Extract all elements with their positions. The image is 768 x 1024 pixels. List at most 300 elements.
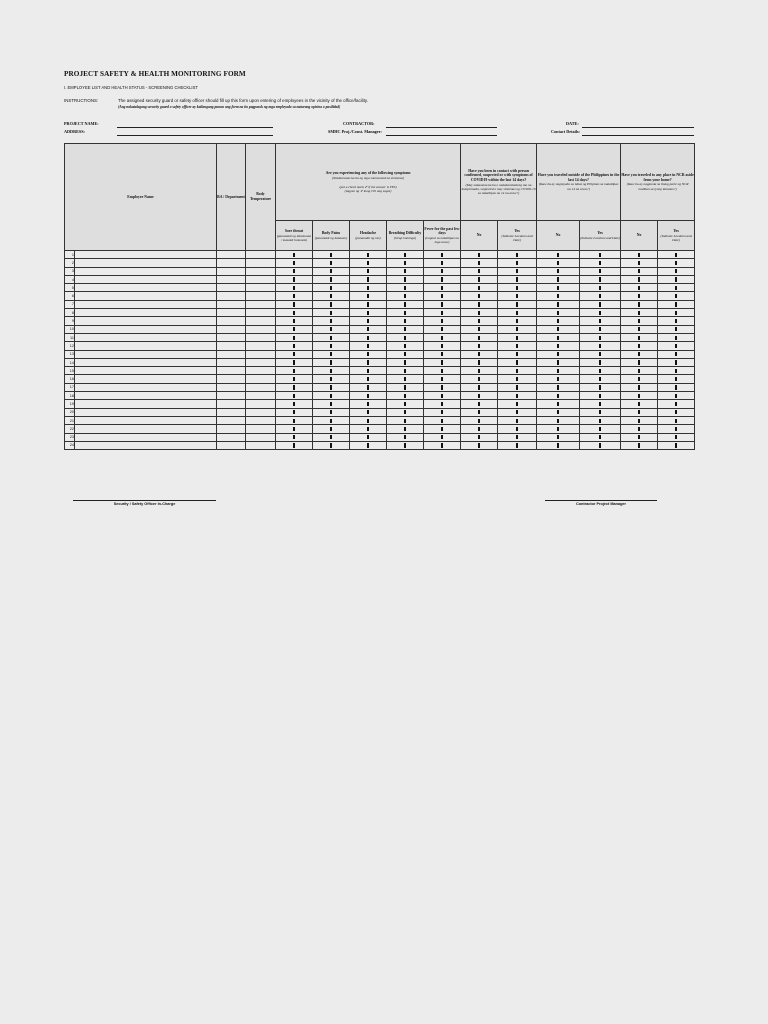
- contact-yes-checkbox[interactable]: [516, 352, 518, 356]
- headache-checkbox[interactable]: [367, 294, 369, 298]
- travel-ph-no-checkbox[interactable]: [557, 344, 559, 348]
- contact-yes-checkbox[interactable]: [516, 253, 518, 257]
- travel-ph-no-checkbox[interactable]: [557, 311, 559, 315]
- body-temperature-cell[interactable]: [246, 433, 276, 441]
- ba-department-cell[interactable]: [217, 325, 246, 333]
- contact-yes-checkbox[interactable]: [516, 435, 518, 439]
- travel-ncr-no-checkbox[interactable]: [638, 394, 640, 398]
- breathing-checkbox[interactable]: [404, 261, 406, 265]
- contractor-field[interactable]: [386, 127, 497, 128]
- ba-department-cell[interactable]: [217, 425, 246, 433]
- body-temperature-cell[interactable]: [246, 333, 276, 341]
- travel-ph-no-checkbox[interactable]: [557, 294, 559, 298]
- body-temperature-cell[interactable]: [246, 408, 276, 416]
- travel-ncr-yes-checkbox[interactable]: [675, 311, 677, 315]
- travel-ph-no-checkbox[interactable]: [557, 427, 559, 431]
- contact-yes-checkbox[interactable]: [516, 269, 518, 273]
- employee-name-cell[interactable]: [75, 251, 217, 259]
- sore-throat-checkbox[interactable]: [293, 253, 295, 257]
- fever-checkbox[interactable]: [441, 369, 443, 373]
- sore-throat-checkbox[interactable]: [293, 269, 295, 273]
- contact-no-checkbox[interactable]: [478, 369, 480, 373]
- contact-no-checkbox[interactable]: [478, 385, 480, 389]
- body-temperature-cell[interactable]: [246, 292, 276, 300]
- travel-ncr-no-checkbox[interactable]: [638, 385, 640, 389]
- travel-ncr-yes-checkbox[interactable]: [675, 336, 677, 340]
- body-temperature-cell[interactable]: [246, 358, 276, 366]
- breathing-checkbox[interactable]: [404, 269, 406, 273]
- contact-yes-checkbox[interactable]: [516, 394, 518, 398]
- ba-department-cell[interactable]: [217, 375, 246, 383]
- travel-ph-yes-checkbox[interactable]: [599, 419, 601, 423]
- body-pains-checkbox[interactable]: [330, 385, 332, 389]
- body-temperature-cell[interactable]: [246, 251, 276, 259]
- body-pains-checkbox[interactable]: [330, 294, 332, 298]
- travel-ncr-yes-checkbox[interactable]: [675, 294, 677, 298]
- travel-ncr-yes-checkbox[interactable]: [675, 419, 677, 423]
- fever-checkbox[interactable]: [441, 294, 443, 298]
- body-temperature-cell[interactable]: [246, 350, 276, 358]
- date-field[interactable]: [582, 127, 694, 128]
- ba-department-cell[interactable]: [217, 300, 246, 308]
- fever-checkbox[interactable]: [441, 435, 443, 439]
- contact-yes-checkbox[interactable]: [516, 377, 518, 381]
- sore-throat-checkbox[interactable]: [293, 385, 295, 389]
- headache-checkbox[interactable]: [367, 377, 369, 381]
- sore-throat-checkbox[interactable]: [293, 435, 295, 439]
- contact-no-checkbox[interactable]: [478, 419, 480, 423]
- travel-ph-yes-checkbox[interactable]: [599, 269, 601, 273]
- travel-ncr-yes-checkbox[interactable]: [675, 443, 677, 447]
- body-temperature-cell[interactable]: [246, 367, 276, 375]
- travel-ph-yes-checkbox[interactable]: [599, 261, 601, 265]
- contact-yes-checkbox[interactable]: [516, 419, 518, 423]
- headache-checkbox[interactable]: [367, 410, 369, 414]
- travel-ncr-yes-checkbox[interactable]: [675, 410, 677, 414]
- travel-ph-yes-checkbox[interactable]: [599, 286, 601, 290]
- body-pains-checkbox[interactable]: [330, 253, 332, 257]
- body-pains-checkbox[interactable]: [330, 327, 332, 331]
- body-temperature-cell[interactable]: [246, 325, 276, 333]
- employee-name-cell[interactable]: [75, 367, 217, 375]
- fever-checkbox[interactable]: [441, 336, 443, 340]
- breathing-checkbox[interactable]: [404, 369, 406, 373]
- travel-ph-no-checkbox[interactable]: [557, 261, 559, 265]
- breathing-checkbox[interactable]: [404, 302, 406, 306]
- travel-ph-yes-checkbox[interactable]: [599, 352, 601, 356]
- headache-checkbox[interactable]: [367, 394, 369, 398]
- travel-ph-no-checkbox[interactable]: [557, 435, 559, 439]
- contact-yes-checkbox[interactable]: [516, 369, 518, 373]
- travel-ncr-yes-checkbox[interactable]: [675, 302, 677, 306]
- employee-name-cell[interactable]: [75, 375, 217, 383]
- body-temperature-cell[interactable]: [246, 300, 276, 308]
- body-pains-checkbox[interactable]: [330, 302, 332, 306]
- breathing-checkbox[interactable]: [404, 435, 406, 439]
- travel-ph-no-checkbox[interactable]: [557, 360, 559, 364]
- breathing-checkbox[interactable]: [404, 294, 406, 298]
- headache-checkbox[interactable]: [367, 427, 369, 431]
- security-signature-line[interactable]: [73, 500, 216, 501]
- sore-throat-checkbox[interactable]: [293, 394, 295, 398]
- employee-name-cell[interactable]: [75, 284, 217, 292]
- contact-yes-checkbox[interactable]: [516, 261, 518, 265]
- body-pains-checkbox[interactable]: [330, 410, 332, 414]
- travel-ph-no-checkbox[interactable]: [557, 302, 559, 306]
- breathing-checkbox[interactable]: [404, 385, 406, 389]
- fever-checkbox[interactable]: [441, 410, 443, 414]
- fever-checkbox[interactable]: [441, 443, 443, 447]
- travel-ncr-yes-checkbox[interactable]: [675, 344, 677, 348]
- fever-checkbox[interactable]: [441, 385, 443, 389]
- employee-name-cell[interactable]: [75, 259, 217, 267]
- travel-ph-yes-checkbox[interactable]: [599, 360, 601, 364]
- sore-throat-checkbox[interactable]: [293, 302, 295, 306]
- contact-no-checkbox[interactable]: [478, 427, 480, 431]
- travel-ncr-no-checkbox[interactable]: [638, 369, 640, 373]
- fever-checkbox[interactable]: [441, 394, 443, 398]
- contact-yes-checkbox[interactable]: [516, 402, 518, 406]
- travel-ph-no-checkbox[interactable]: [557, 336, 559, 340]
- employee-name-cell[interactable]: [75, 325, 217, 333]
- body-temperature-cell[interactable]: [246, 383, 276, 391]
- body-pains-checkbox[interactable]: [330, 435, 332, 439]
- sore-throat-checkbox[interactable]: [293, 369, 295, 373]
- travel-ph-yes-checkbox[interactable]: [599, 302, 601, 306]
- body-temperature-cell[interactable]: [246, 441, 276, 449]
- contact-yes-checkbox[interactable]: [516, 327, 518, 331]
- fever-checkbox[interactable]: [441, 269, 443, 273]
- body-pains-checkbox[interactable]: [330, 443, 332, 447]
- travel-ncr-yes-checkbox[interactable]: [675, 360, 677, 364]
- travel-ph-no-checkbox[interactable]: [557, 410, 559, 414]
- body-pains-checkbox[interactable]: [330, 319, 332, 323]
- employee-name-cell[interactable]: [75, 400, 217, 408]
- travel-ncr-no-checkbox[interactable]: [638, 410, 640, 414]
- contact-yes-checkbox[interactable]: [516, 319, 518, 323]
- travel-ph-no-checkbox[interactable]: [557, 352, 559, 356]
- travel-ncr-no-checkbox[interactable]: [638, 336, 640, 340]
- sore-throat-checkbox[interactable]: [293, 286, 295, 290]
- breathing-checkbox[interactable]: [404, 344, 406, 348]
- travel-ph-yes-checkbox[interactable]: [599, 435, 601, 439]
- manager-field[interactable]: [386, 135, 497, 136]
- breathing-checkbox[interactable]: [404, 419, 406, 423]
- travel-ncr-yes-checkbox[interactable]: [675, 277, 677, 281]
- sore-throat-checkbox[interactable]: [293, 402, 295, 406]
- headache-checkbox[interactable]: [367, 286, 369, 290]
- contact-no-checkbox[interactable]: [478, 319, 480, 323]
- travel-ph-yes-checkbox[interactable]: [599, 253, 601, 257]
- employee-name-cell[interactable]: [75, 342, 217, 350]
- travel-ncr-yes-checkbox[interactable]: [675, 269, 677, 273]
- travel-ph-yes-checkbox[interactable]: [599, 410, 601, 414]
- contact-no-checkbox[interactable]: [478, 344, 480, 348]
- ba-department-cell[interactable]: [217, 400, 246, 408]
- body-temperature-cell[interactable]: [246, 275, 276, 283]
- headache-checkbox[interactable]: [367, 327, 369, 331]
- ba-department-cell[interactable]: [217, 259, 246, 267]
- employee-name-cell[interactable]: [75, 333, 217, 341]
- travel-ncr-no-checkbox[interactable]: [638, 302, 640, 306]
- body-pains-checkbox[interactable]: [330, 427, 332, 431]
- travel-ncr-no-checkbox[interactable]: [638, 427, 640, 431]
- contact-yes-checkbox[interactable]: [516, 302, 518, 306]
- headache-checkbox[interactable]: [367, 344, 369, 348]
- breathing-checkbox[interactable]: [404, 319, 406, 323]
- headache-checkbox[interactable]: [367, 352, 369, 356]
- breathing-checkbox[interactable]: [404, 402, 406, 406]
- travel-ph-no-checkbox[interactable]: [557, 286, 559, 290]
- travel-ncr-no-checkbox[interactable]: [638, 344, 640, 348]
- contact-yes-checkbox[interactable]: [516, 277, 518, 281]
- breathing-checkbox[interactable]: [404, 352, 406, 356]
- travel-ph-no-checkbox[interactable]: [557, 385, 559, 389]
- travel-ncr-yes-checkbox[interactable]: [675, 261, 677, 265]
- sore-throat-checkbox[interactable]: [293, 352, 295, 356]
- travel-ph-yes-checkbox[interactable]: [599, 385, 601, 389]
- body-pains-checkbox[interactable]: [330, 344, 332, 348]
- contact-yes-checkbox[interactable]: [516, 360, 518, 364]
- headache-checkbox[interactable]: [367, 385, 369, 389]
- employee-name-cell[interactable]: [75, 317, 217, 325]
- contact-no-checkbox[interactable]: [478, 402, 480, 406]
- contact-yes-checkbox[interactable]: [516, 385, 518, 389]
- contact-no-checkbox[interactable]: [478, 352, 480, 356]
- contact-no-checkbox[interactable]: [478, 394, 480, 398]
- travel-ph-yes-checkbox[interactable]: [599, 294, 601, 298]
- fever-checkbox[interactable]: [441, 427, 443, 431]
- ba-department-cell[interactable]: [217, 267, 246, 275]
- employee-name-cell[interactable]: [75, 416, 217, 424]
- employee-name-cell[interactable]: [75, 309, 217, 317]
- ba-department-cell[interactable]: [217, 433, 246, 441]
- contact-no-checkbox[interactable]: [478, 269, 480, 273]
- body-pains-checkbox[interactable]: [330, 269, 332, 273]
- ba-department-cell[interactable]: [217, 284, 246, 292]
- travel-ncr-no-checkbox[interactable]: [638, 261, 640, 265]
- travel-ncr-no-checkbox[interactable]: [638, 327, 640, 331]
- employee-name-cell[interactable]: [75, 392, 217, 400]
- body-temperature-cell[interactable]: [246, 425, 276, 433]
- contact-no-checkbox[interactable]: [478, 336, 480, 340]
- fever-checkbox[interactable]: [441, 360, 443, 364]
- ba-department-cell[interactable]: [217, 416, 246, 424]
- travel-ph-yes-checkbox[interactable]: [599, 336, 601, 340]
- contact-yes-checkbox[interactable]: [516, 344, 518, 348]
- fever-checkbox[interactable]: [441, 377, 443, 381]
- travel-ncr-no-checkbox[interactable]: [638, 435, 640, 439]
- employee-name-cell[interactable]: [75, 267, 217, 275]
- travel-ph-yes-checkbox[interactable]: [599, 319, 601, 323]
- body-pains-checkbox[interactable]: [330, 311, 332, 315]
- body-pains-checkbox[interactable]: [330, 277, 332, 281]
- employee-name-cell[interactable]: [75, 300, 217, 308]
- travel-ncr-no-checkbox[interactable]: [638, 360, 640, 364]
- ba-department-cell[interactable]: [217, 333, 246, 341]
- headache-checkbox[interactable]: [367, 336, 369, 340]
- sore-throat-checkbox[interactable]: [293, 327, 295, 331]
- body-pains-checkbox[interactable]: [330, 261, 332, 265]
- employee-name-cell[interactable]: [75, 441, 217, 449]
- contact-yes-checkbox[interactable]: [516, 311, 518, 315]
- travel-ph-no-checkbox[interactable]: [557, 369, 559, 373]
- body-temperature-cell[interactable]: [246, 392, 276, 400]
- sore-throat-checkbox[interactable]: [293, 427, 295, 431]
- breathing-checkbox[interactable]: [404, 336, 406, 340]
- travel-ph-no-checkbox[interactable]: [557, 269, 559, 273]
- fever-checkbox[interactable]: [441, 327, 443, 331]
- contact-no-checkbox[interactable]: [478, 294, 480, 298]
- breathing-checkbox[interactable]: [404, 427, 406, 431]
- body-pains-checkbox[interactable]: [330, 394, 332, 398]
- body-pains-checkbox[interactable]: [330, 336, 332, 340]
- ba-department-cell[interactable]: [217, 367, 246, 375]
- contact-no-checkbox[interactable]: [478, 435, 480, 439]
- contact-yes-checkbox[interactable]: [516, 294, 518, 298]
- sore-throat-checkbox[interactable]: [293, 443, 295, 447]
- travel-ncr-yes-checkbox[interactable]: [675, 377, 677, 381]
- body-pains-checkbox[interactable]: [330, 286, 332, 290]
- employee-name-cell[interactable]: [75, 350, 217, 358]
- travel-ncr-yes-checkbox[interactable]: [675, 319, 677, 323]
- breathing-checkbox[interactable]: [404, 277, 406, 281]
- sore-throat-checkbox[interactable]: [293, 360, 295, 364]
- contact-no-checkbox[interactable]: [478, 327, 480, 331]
- body-temperature-cell[interactable]: [246, 317, 276, 325]
- travel-ph-no-checkbox[interactable]: [557, 402, 559, 406]
- travel-ph-yes-checkbox[interactable]: [599, 427, 601, 431]
- employee-name-cell[interactable]: [75, 433, 217, 441]
- body-pains-checkbox[interactable]: [330, 360, 332, 364]
- travel-ncr-yes-checkbox[interactable]: [675, 394, 677, 398]
- breathing-checkbox[interactable]: [404, 286, 406, 290]
- manager-signature-line[interactable]: [545, 500, 657, 501]
- travel-ncr-no-checkbox[interactable]: [638, 319, 640, 323]
- fever-checkbox[interactable]: [441, 253, 443, 257]
- contact-no-checkbox[interactable]: [478, 277, 480, 281]
- ba-department-cell[interactable]: [217, 275, 246, 283]
- travel-ph-yes-checkbox[interactable]: [599, 377, 601, 381]
- body-pains-checkbox[interactable]: [330, 419, 332, 423]
- fever-checkbox[interactable]: [441, 344, 443, 348]
- ba-department-cell[interactable]: [217, 292, 246, 300]
- breathing-checkbox[interactable]: [404, 253, 406, 257]
- travel-ncr-no-checkbox[interactable]: [638, 269, 640, 273]
- headache-checkbox[interactable]: [367, 402, 369, 406]
- ba-department-cell[interactable]: [217, 358, 246, 366]
- travel-ph-yes-checkbox[interactable]: [599, 443, 601, 447]
- travel-ncr-yes-checkbox[interactable]: [675, 286, 677, 290]
- body-pains-checkbox[interactable]: [330, 402, 332, 406]
- travel-ncr-no-checkbox[interactable]: [638, 311, 640, 315]
- body-temperature-cell[interactable]: [246, 284, 276, 292]
- headache-checkbox[interactable]: [367, 435, 369, 439]
- contact-yes-checkbox[interactable]: [516, 427, 518, 431]
- contact-field[interactable]: [582, 135, 694, 136]
- headache-checkbox[interactable]: [367, 360, 369, 364]
- headache-checkbox[interactable]: [367, 277, 369, 281]
- travel-ncr-no-checkbox[interactable]: [638, 294, 640, 298]
- travel-ph-yes-checkbox[interactable]: [599, 311, 601, 315]
- fever-checkbox[interactable]: [441, 352, 443, 356]
- ba-department-cell[interactable]: [217, 342, 246, 350]
- contact-no-checkbox[interactable]: [478, 261, 480, 265]
- headache-checkbox[interactable]: [367, 419, 369, 423]
- sore-throat-checkbox[interactable]: [293, 311, 295, 315]
- travel-ph-yes-checkbox[interactable]: [599, 277, 601, 281]
- ba-department-cell[interactable]: [217, 408, 246, 416]
- headache-checkbox[interactable]: [367, 319, 369, 323]
- travel-ncr-no-checkbox[interactable]: [638, 286, 640, 290]
- travel-ph-no-checkbox[interactable]: [557, 419, 559, 423]
- fever-checkbox[interactable]: [441, 419, 443, 423]
- headache-checkbox[interactable]: [367, 302, 369, 306]
- sore-throat-checkbox[interactable]: [293, 336, 295, 340]
- body-pains-checkbox[interactable]: [330, 369, 332, 373]
- breathing-checkbox[interactable]: [404, 377, 406, 381]
- sore-throat-checkbox[interactable]: [293, 344, 295, 348]
- contact-yes-checkbox[interactable]: [516, 286, 518, 290]
- sore-throat-checkbox[interactable]: [293, 419, 295, 423]
- contact-no-checkbox[interactable]: [478, 377, 480, 381]
- contact-no-checkbox[interactable]: [478, 410, 480, 414]
- breathing-checkbox[interactable]: [404, 443, 406, 447]
- headache-checkbox[interactable]: [367, 443, 369, 447]
- travel-ncr-yes-checkbox[interactable]: [675, 427, 677, 431]
- travel-ncr-yes-checkbox[interactable]: [675, 369, 677, 373]
- fever-checkbox[interactable]: [441, 302, 443, 306]
- travel-ph-yes-checkbox[interactable]: [599, 402, 601, 406]
- address-field[interactable]: [117, 135, 273, 136]
- sore-throat-checkbox[interactable]: [293, 410, 295, 414]
- fever-checkbox[interactable]: [441, 319, 443, 323]
- travel-ph-no-checkbox[interactable]: [557, 443, 559, 447]
- employee-name-cell[interactable]: [75, 425, 217, 433]
- contact-no-checkbox[interactable]: [478, 286, 480, 290]
- travel-ncr-no-checkbox[interactable]: [638, 443, 640, 447]
- contact-yes-checkbox[interactable]: [516, 443, 518, 447]
- travel-ncr-no-checkbox[interactable]: [638, 402, 640, 406]
- body-temperature-cell[interactable]: [246, 400, 276, 408]
- travel-ph-no-checkbox[interactable]: [557, 319, 559, 323]
- body-pains-checkbox[interactable]: [330, 352, 332, 356]
- travel-ncr-yes-checkbox[interactable]: [675, 402, 677, 406]
- contact-no-checkbox[interactable]: [478, 302, 480, 306]
- headache-checkbox[interactable]: [367, 369, 369, 373]
- travel-ncr-no-checkbox[interactable]: [638, 352, 640, 356]
- fever-checkbox[interactable]: [441, 402, 443, 406]
- fever-checkbox[interactable]: [441, 277, 443, 281]
- travel-ncr-no-checkbox[interactable]: [638, 377, 640, 381]
- travel-ncr-yes-checkbox[interactable]: [675, 385, 677, 389]
- employee-name-cell[interactable]: [75, 275, 217, 283]
- body-pains-checkbox[interactable]: [330, 377, 332, 381]
- travel-ncr-no-checkbox[interactable]: [638, 419, 640, 423]
- breathing-checkbox[interactable]: [404, 360, 406, 364]
- breathing-checkbox[interactable]: [404, 410, 406, 414]
- employee-name-cell[interactable]: [75, 408, 217, 416]
- travel-ph-no-checkbox[interactable]: [557, 253, 559, 257]
- contact-yes-checkbox[interactable]: [516, 410, 518, 414]
- contact-no-checkbox[interactable]: [478, 311, 480, 315]
- fever-checkbox[interactable]: [441, 286, 443, 290]
- project-name-field[interactable]: [117, 127, 273, 128]
- headache-checkbox[interactable]: [367, 269, 369, 273]
- travel-ph-yes-checkbox[interactable]: [599, 394, 601, 398]
- sore-throat-checkbox[interactable]: [293, 277, 295, 281]
- breathing-checkbox[interactable]: [404, 394, 406, 398]
